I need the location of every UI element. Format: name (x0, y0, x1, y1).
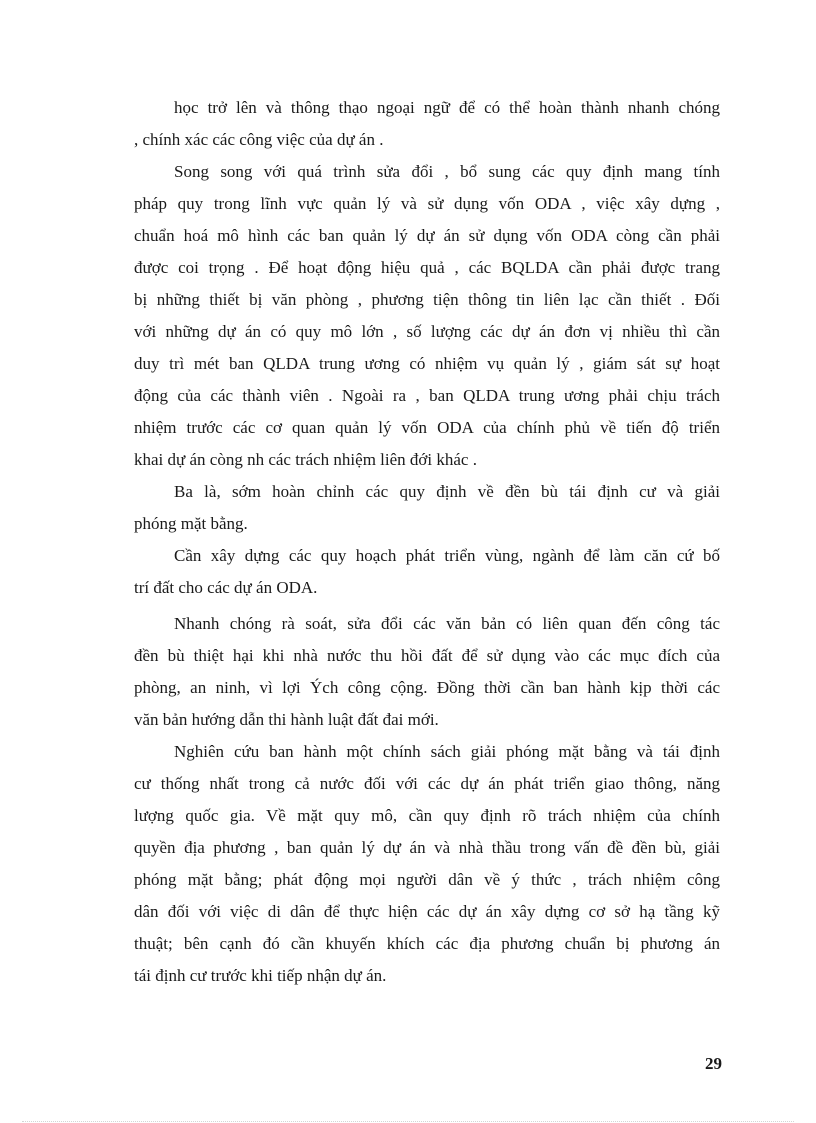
page-bottom-divider (22, 1121, 794, 1122)
text-line: dân đối với việc di dân để thực hiện các dự án xây dựng cơ sở hạ tầng kỹ (134, 902, 720, 921)
text-line: đền bù thiệt hại khi nhà nước thu hồi đất để sử dụng vào các mục đích của (134, 646, 720, 665)
text-line: Song song với quá trình sửa đổi , bổ sung các quy định mang tính (174, 162, 720, 181)
text-line: lượng quốc gia. Về mặt quy mô, cần quy định rõ trách nhiệm của chính (134, 806, 720, 825)
text-line: , chính xác các công việc của dự án . (134, 130, 384, 149)
text-line: Cần xây dựng các quy hoạch phát triển vùng, ngành để làm căn cứ bố (174, 546, 720, 565)
text-line: phóng mặt bằng. (134, 514, 248, 533)
text-line: học trở lên và thông thạo ngoại ngữ để có thể hoàn thành nhanh chóng (174, 98, 720, 117)
text-line: duy trì mét ban QLDA trung ương có nhiệm vụ quản lý , giám sát sự hoạt (134, 354, 720, 373)
page-number: 29 (705, 1054, 722, 1073)
text-line: khai dự án còng nh các trách nhiệm liên đới khác . (134, 450, 477, 469)
text-line: với những dự án có quy mô lớn , số lượng các dự án đơn vị nhiều thì cần (134, 322, 720, 341)
text-line: động của các thành viên . Ngoài ra , ban QLDA trung ương phải chịu trách (134, 386, 720, 405)
text-line: nhiệm trước các cơ quan quản lý vốn ODA của chính phủ về tiến độ triển (134, 418, 720, 437)
text-line: phòng, an ninh, vì lợi Ých công cộng. Đồng thời cần ban hành kịp thời các (134, 678, 720, 697)
text-line: Nghiên cứu ban hành một chính sách giải phóng mặt bằng và tái định (174, 742, 720, 761)
text-line: thuật; bên cạnh đó cần khuyến khích các địa phương chuẩn bị phương án (134, 934, 720, 953)
text-line: cư thống nhất trong cả nước đối với các dự án phát triển giao thông, năng (134, 774, 720, 793)
text-line: pháp quy trong lĩnh vực quản lý và sử dụng vốn ODA , việc xây dựng , (134, 194, 720, 213)
text-line: bị những thiết bị văn phòng , phương tiện thông tin liên lạc cần thiết . Đối (134, 290, 720, 309)
text-line: tái định cư trước khi tiếp nhận dự án. (134, 966, 387, 985)
text-line: trí đất cho các dự án ODA. (134, 578, 318, 597)
text-line: văn bản hướng dẫn thi hành luật đất đai mới. (134, 710, 439, 729)
text-line: chuẩn hoá mô hình các ban quản lý dự án sử dụng vốn ODA còng cần phải (134, 226, 720, 245)
text-line: Ba là, sớm hoàn chỉnh các quy định về đền bù tái định cư và giải (174, 482, 720, 501)
text-line: phóng mặt bằng; phát động mọi người dân về ý thức , trách nhiệm công (134, 870, 720, 889)
text-line: được coi trọng . Để hoạt động hiệu quả , các BQLDA cần phải được trang (134, 258, 720, 277)
text-line: quyền địa phương , ban quản lý dự án và nhà thầu trong vấn đề đền bù, giải (134, 838, 720, 857)
text-line: Nhanh chóng rà soát, sửa đổi các văn bản có liên quan đến công tác (174, 614, 720, 633)
